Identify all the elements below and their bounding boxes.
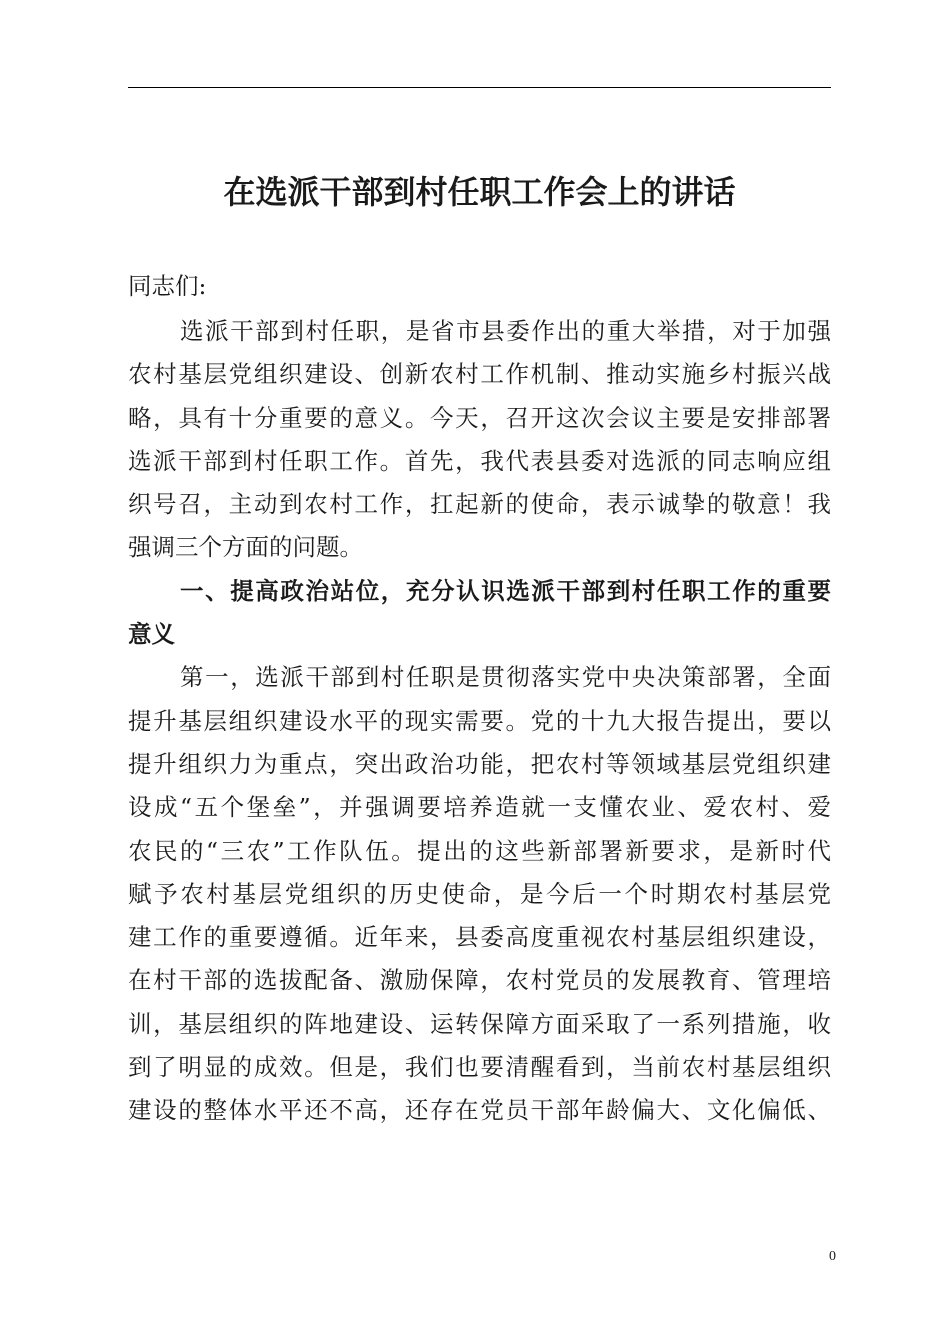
document-body (128, 310, 831, 1133)
section-heading-line: 意义 (128, 620, 175, 649)
section-heading-line: 一、提高政治站位，充分认识选派干部到村任职工作的重要 (180, 576, 831, 605)
paragraph-line: 提升基层组织建设水平的现实需要。党的十九大报告提出，要以 (128, 706, 831, 735)
document-title: 在选派干部到村任职工作会上的讲话 (223, 173, 736, 211)
paragraph-line: 第一，选派干部到村任职是贯彻落实党中央决策部署，全面 (180, 663, 831, 692)
paragraph-line: 提升组织力为重点，突出政治功能，把农村等领域基层党组织建 (128, 749, 831, 778)
paragraph-line: 建设的整体水平还不高，还存在党员干部年龄偏大、文化偏低、 (128, 1096, 831, 1125)
header-rule (128, 87, 831, 88)
paragraph-line: 农民的“三农”工作队伍。提出的这些新部署新要求，是新时代 (128, 836, 831, 865)
page-number: 0 (829, 1249, 836, 1264)
paragraph-line: 织号召，主动到农村工作，扛起新的使命，表示诚挚的敬意！我 (128, 490, 831, 519)
paragraph-line: 在村干部的选拔配备、激励保障，农村党员的发展教育、管理培 (128, 966, 831, 995)
salutation: 同志们: (128, 272, 207, 300)
paragraph-line: 选派干部到村任职，是省市县委作出的重大举措，对于加强 (180, 317, 831, 345)
paragraph-line: 选派干部到村任职工作。首先，我代表县委对选派的同志响应组 (128, 446, 831, 475)
paragraph-line: 农村基层党组织建设、创新农村工作机制、推动实施乡村振兴战 (128, 360, 831, 389)
paragraph-line: 到了明显的成效。但是，我们也要清醒看到，当前农村基层组织 (128, 1053, 831, 1082)
paragraph-line: 训，基层组织的阵地建设、运转保障方面采取了一系列措施，收 (128, 1009, 831, 1038)
paragraph-line: 设成“五个堡垒”，并强调要培养造就一支懂农业、爱农村、爱 (128, 793, 831, 822)
paragraph-line: 赋予农村基层党组织的历史使命，是今后一个时期农村基层党 (128, 879, 831, 908)
paragraph-line: 建工作的重要遵循。近年来，县委高度重视农村基层组织建设， (128, 923, 831, 952)
paragraph-line: 强调三个方面的问题。 (128, 533, 363, 562)
paragraph-line: 略，具有十分重要的意义。今天，召开这次会议主要是安排部署 (128, 403, 831, 432)
